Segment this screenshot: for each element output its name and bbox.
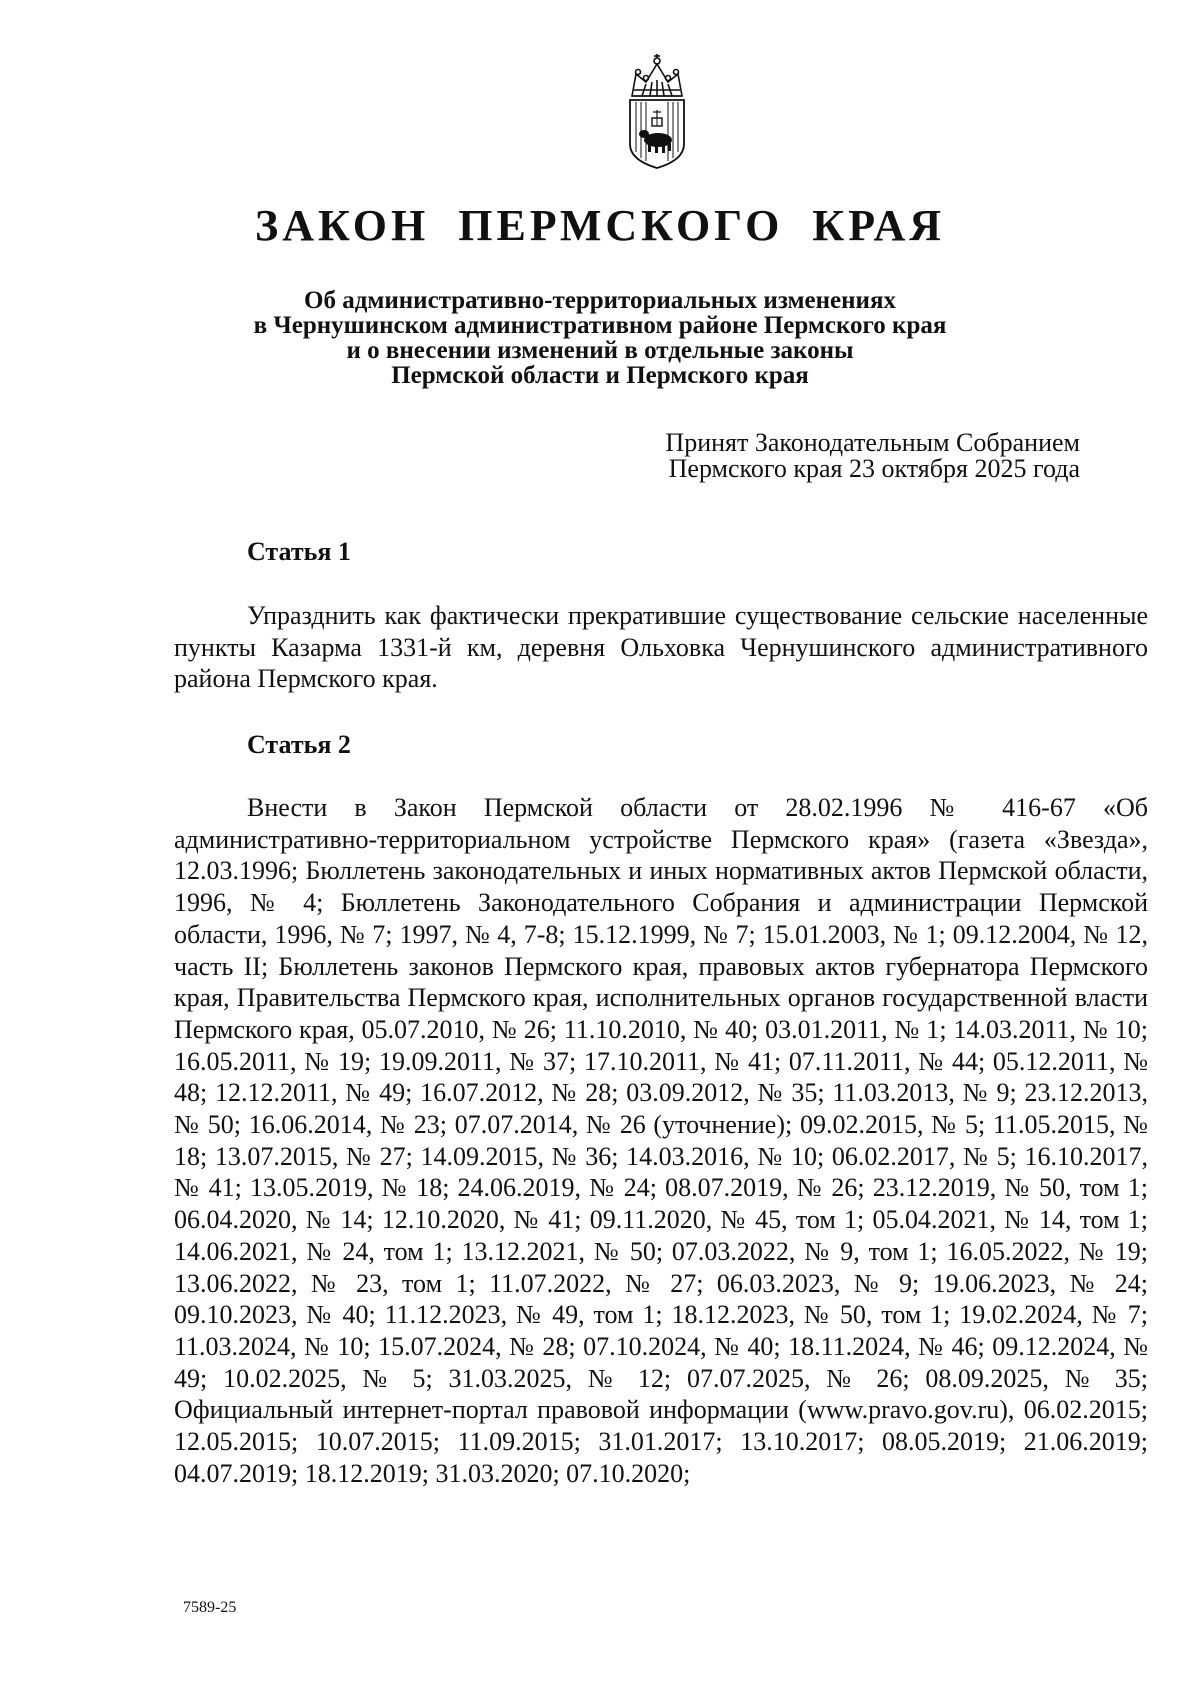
adoption-line: Пермского края 23 октября 2025 года: [668, 454, 1080, 483]
subtitle-line: в Чернушинском административном районе Пермского края: [253, 312, 947, 339]
article-2-heading: Статья 2: [247, 730, 351, 759]
law-title: ЗАКОН ПЕРМСКОГО КРАЯ: [254, 201, 946, 250]
article-1-heading: Статья 1: [247, 537, 351, 566]
law-subtitle: [140, 288, 1060, 388]
adoption-note: [600, 430, 1080, 482]
subtitle-line: и о внесении изменений в отдельные законы: [346, 337, 854, 364]
document-code: 7589-25: [183, 1599, 237, 1616]
subtitle-line: Пермской области и Пермского края: [391, 362, 809, 389]
article-1-text: Упразднить как фактически прекратившие существование сельские населенные пункты Казарма 1331-й км, деревня Ольховка Чернушинского административного района Пермского края.: [174, 601, 1148, 694]
perm-krai-coat-of-arms-icon: [624, 52, 690, 170]
subtitle-line: Об административно-территориальных изменениях: [304, 287, 896, 314]
article-2-text: Внести в Закон Пермской области от 28.02.1996 № 416-67 «Об административно-территориальном устройстве Пермского края» (газета «Звезда», 12.03.1996; Бюллетень законодательных и иных нормативных актов Пермской области, 1996, № 4; Бюллетень Законодательного Собрания и администрации Пермской области, 1996, № 7; 1997, № 4, 7-8; 15.12.1999, № 7; 15.01.2003, № 1; 09.12.2004, № 12, часть II; Бюллетень законов Пермского края, правовых актов губернатора Пермского края, Правительства Пермского края, исполнительных органов государственной власти Пермского края, 05.07.2010, № 26; 11.10.2010, № 40; 03.01.2011, № 1; 14.03.2011, № 10; 16.05.2011, № 19; 19.09.2011, № 37; 17.10.2011, № 41; 07.11.2011, № 44; 05.12.2011, № 48; 12.12.2011, № 49; 16.07.2012, № 28; 03.09.2012, № 35; 11.03.2013, № 9; 23.12.2013, № 50; 16.06.2014, № 23; 07.07.2014, № 26 (уточнение); 09.02.2015, № 5; 11.05.2015, № 18; 13.07.2015, № 27; 14.09.2015, № 36; 14.03.2016, № 10; 06.02.2017, № 5; 16.10.2017, № 41; 13.05.2019, № 18; 24.06.2019, № 24; 08.07.2019, № 26; 23.12.2019, № 50, том 1; 06.04.2020, № 14; 12.10.2020, № 41; 09.11.2020, № 45, том 1; 05.04.2021, № 14, том 1; 14.06.2021, № 24, том 1; 13.12.2021, № 50; 07.03.2022, № 9, том 1; 16.05.2022, № 19; 13.06.2022, № 23, том 1; 11.07.2022, № 27; 06.03.2023, № 9; 19.06.2023, № 24; 09.10.2023, № 40; 11.12.2023, № 49, том 1; 18.12.2023, № 50, том 1; 19.02.2024, № 7; 11.03.2024, № 10; 15.07.2024, № 28; 07.10.2024, № 40; 18.11.2024, № 46; 09.12.2024, № 49; 10.02.2025, № 5; 31.03.2025, № 12; 07.07.2025, № 26; 08.09.2025, № 35; Официальный интернет-портал правовой информации (www.pravo.gov.ru), 06.02.2015; 12.05.2015; 10.07.2015; 11.09.2015; 31.01.2017; 13.10.2017; 08.05.2019; 21.06.2019; 04.07.2019; 18.12.2019; 31.03.2020; 07.10.2020;: [174, 793, 1148, 1488]
adoption-line: Принят Законодательным Собранием: [665, 428, 1080, 457]
